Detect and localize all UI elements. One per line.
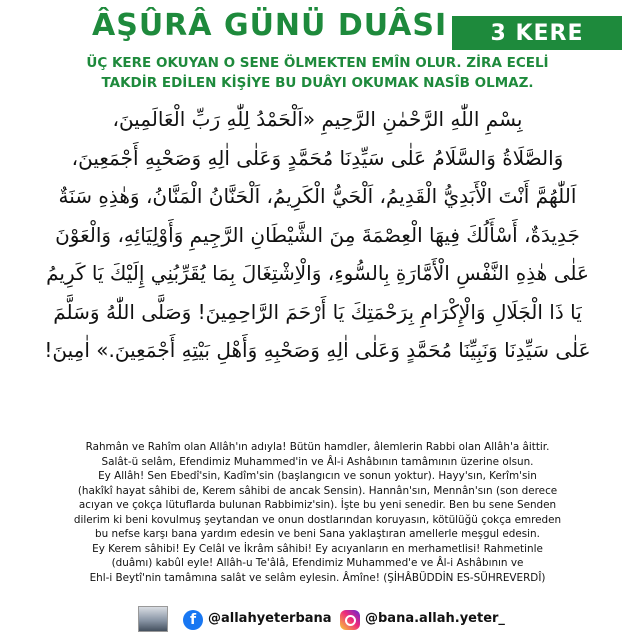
subtitle (10, 53, 625, 93)
arabic-prayer-text (10, 100, 625, 370)
translation-line: dilerim ki beni kovulmuş şeytandan ve onun dostlarından koruyasın, kötülüğü çokça emreden (73, 513, 562, 526)
translation-line: (duâmı) kabûl eyle! Allâh-u Te'âlâ, Efendimiz Muhammed'e ve Âl-i Ashâbının ve (111, 557, 524, 569)
translation-line: Ey Kerem sâhibi! Ey Celâl ve İkrâm sâhibi! Ey acıyanların en merhametlisi! Rahmetinle (92, 542, 543, 555)
arabic-line: بِسْمِ اللّٰهِ الرَّحْمٰنِ الرَّحِيمِ «اَلْحَمْدُ لِلّٰهِ رَبِّ الْعَالَمِينَ، (112, 107, 523, 131)
header (0, 8, 635, 48)
repeat-count-badge: 3 KERE (452, 16, 622, 50)
page-title: ÂŞÛRÂ GÜNÜ DUÂSI (92, 8, 448, 43)
subtitle-line: ÜÇ KERE OKUYAN O SENE ÖLMEKTEN EMÎN OLUR. ZİRA ECELİ (86, 55, 549, 71)
subtitle-line: TAKDİR EDİLEN KİŞİYE BU DUÂYI OKUMAK NASÎB OLMAZ. (101, 75, 534, 91)
arabic-line: اَللّٰهُمَّ أَنْتَ الْأَبَدِيُّ الْقَدِيمُ، اَلْحَيُّ الْكَرِيمُ، اَلْحَنَّانُ الْمَنَّانُ، وَهٰذِهِ سَنَةٌ (58, 184, 577, 208)
footer (0, 604, 635, 635)
arabic-line: وَالصَّلَاةُ وَالسَّلَامُ عَلٰى سَيِّدِنَا مُحَمَّدٍ وَعَلٰى اٰلِهِ وَصَحْبِهِ أَجْمَعِينَ، (71, 145, 564, 170)
translation-line: Ey Allâh! Sen Ebedî'sin, Kadîm'sin (başlangıcın ve sonun yoktur). Hayy'sın, Kerîm'sin (98, 470, 537, 482)
instagram-handle-link[interactable]: @bana.allah.yeter_ (365, 611, 505, 626)
translation-line: (hakîkî hayat sâhibi de, Kerem sâhibi de ancak Sensin). Hannân'sın, Mennân'sın (son derece (77, 484, 558, 497)
turkish-translation (6, 440, 629, 585)
arabic-line: يَا ذَا الْجَلَالِ وَالْإِكْرَامِ بِرَحْمَتِكَ يَا أَرْحَمَ الرَّاحِمِينَ! وَصَلَّى اللّٰهُ وَسَلَّمَ (53, 299, 582, 324)
arabic-line: عَلٰى سَيِّدِنَا وَنَبِيِّنَا مُحَمَّدٍ وَعَلٰى اٰلِهِ وَصَحْبِهِ وَأَهْلِ بَيْتِهِ أَجْمَعِينَ.» اٰمِينَ! (44, 338, 591, 362)
arabic-line: جَدِيدَةٌ، أَسْأَلُكَ فِيهَا الْعِصْمَةَ مِنَ الشَّيْطَانِ الرَّجِيمِ وَأَوْلِيَائِهِ، وَالْعَوْنَ (55, 222, 580, 247)
translation-line: Rahmân ve Rahîm olan Allâh'ın adıyla! Bütün hamdler, âlemlerin Rabbi olan Allâh'a âittir. (85, 441, 550, 453)
arabic-line: عَلٰى هٰذِهِ النَّفْسِ الْأَمَّارَةِ بِالسُّوءِ، وَالْاِشْتِغَالَ بِمَا يُقَرِّبُنِي إِلَيْكَ يَا كَرِيمُ (46, 261, 589, 285)
translation-line: acıyan ve çokça lütuflarda bulunan Rabbimiz'sin). İşte bu yeni senedir. Ben bu sene Senden (78, 499, 557, 511)
translation-line: bu nefse karşı bana yardım edesin ve beni Sana yaklaştıran amellerle meşgul edesin. (95, 528, 540, 540)
facebook-handle-link[interactable]: @allahyeterbana (208, 611, 332, 626)
instagram-icon[interactable] (340, 610, 360, 630)
mosque-logo-icon (138, 606, 168, 632)
facebook-icon[interactable]: f (183, 610, 203, 630)
translation-line: Ehl-i Beytî'nin tamâmına salât ve selâm eylesin. Âmîne! (ŞİHÂBÜDDİN ES-SÜHREVERDÎ) (89, 571, 546, 584)
translation-line: Salât-ü selâm, Efendimiz Muhammed'in ve Âl-i Ashâbının tamâmının üzerine olsun. (101, 455, 534, 468)
